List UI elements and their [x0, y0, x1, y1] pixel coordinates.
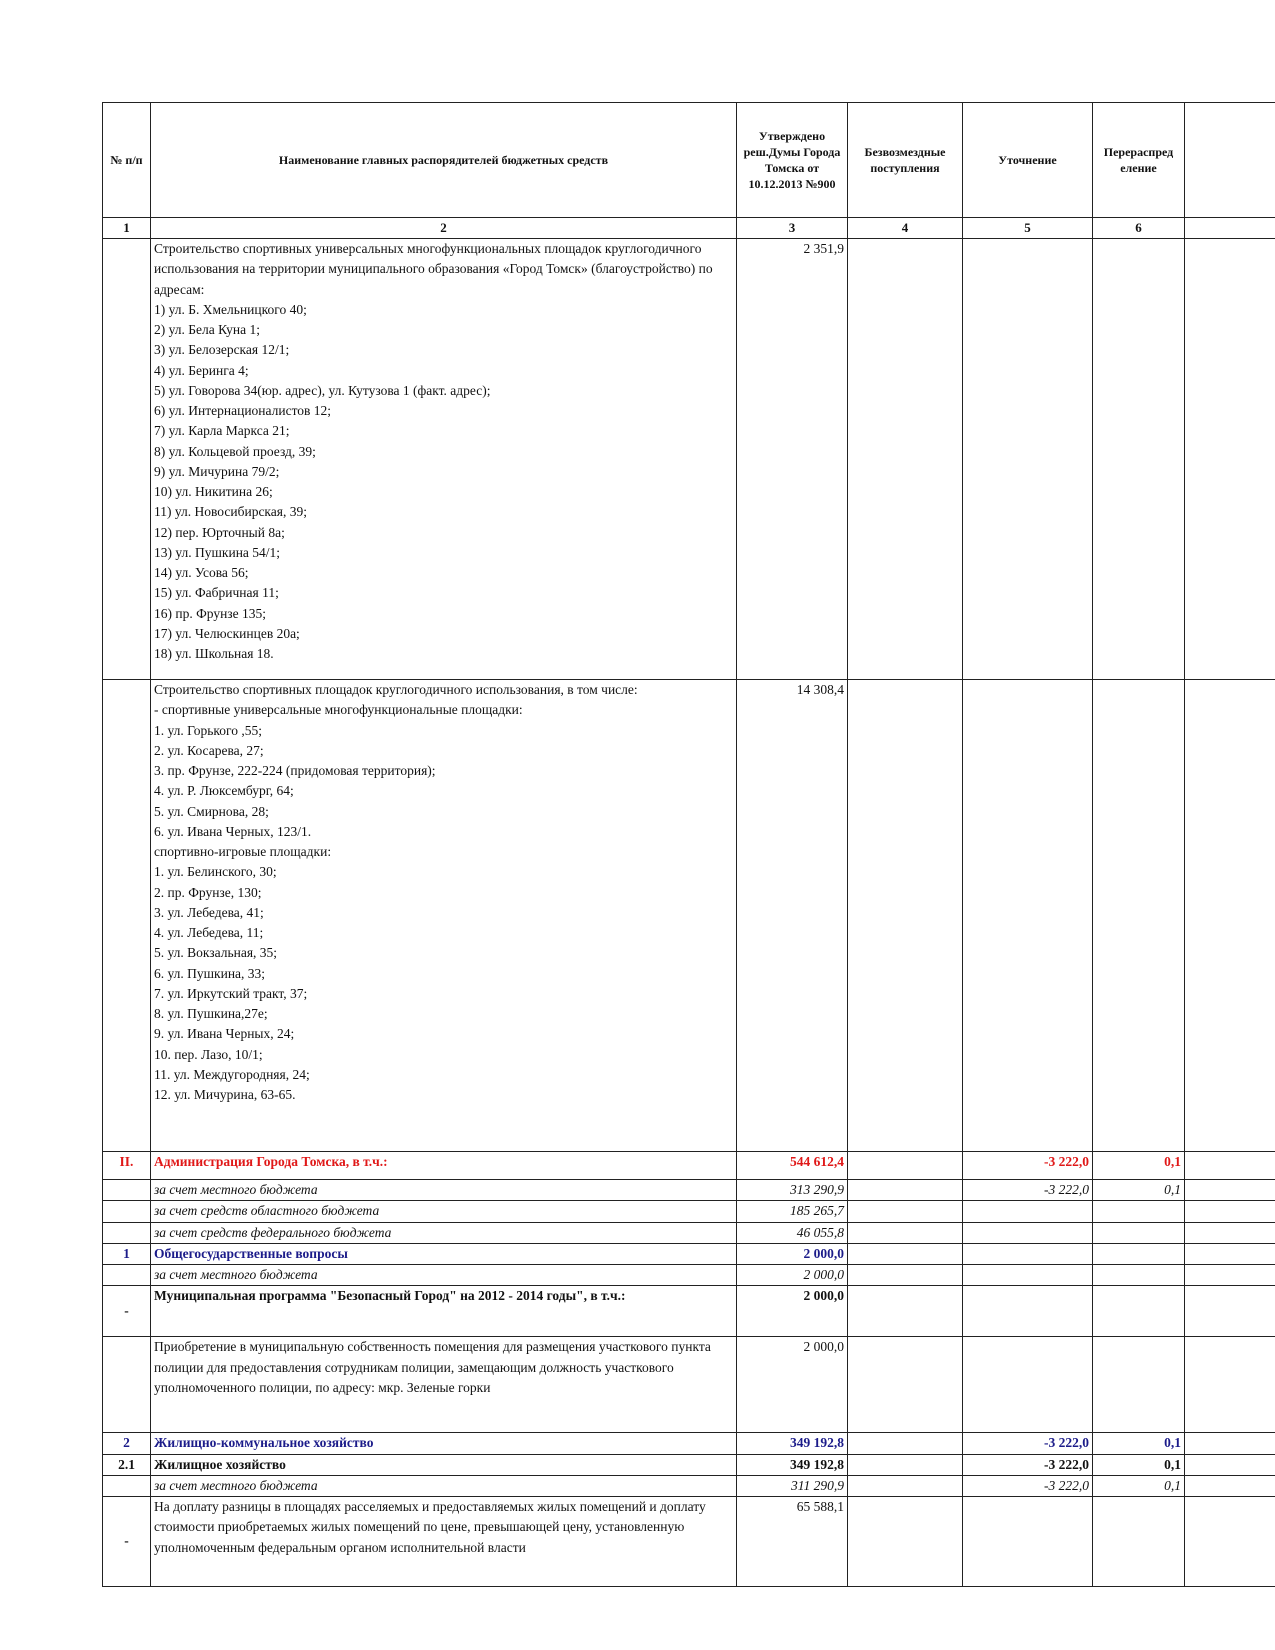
row-description: Муниципальная программа "Безопасный Город" на 2012 - 2014 годы", в т.ч.:: [151, 1286, 737, 1337]
header-row: [103, 103, 1275, 218]
row-approved: 313 290,9: [737, 1180, 848, 1201]
table-row: [103, 1180, 1275, 1201]
table-row-total: [103, 1152, 1275, 1180]
row-redistribution: [1093, 1265, 1185, 1286]
row-number: -: [103, 1286, 151, 1337]
row-cut-cell: [1185, 680, 1275, 1152]
row-number: 2.1: [103, 1454, 151, 1475]
table-row: [103, 1497, 1275, 1587]
row-cut-cell: [1185, 239, 1275, 680]
table-row: [103, 680, 1275, 1152]
row-clarification: -3 222,0: [963, 1152, 1093, 1180]
row-cut-cell: [1185, 1201, 1275, 1222]
row-approved: 349 192,8: [737, 1433, 848, 1454]
column-number: 6: [1093, 218, 1185, 239]
row-redistribution: [1093, 1497, 1185, 1587]
row-clarification: [963, 1222, 1093, 1243]
column-number: 3: [737, 218, 848, 239]
row-description: Приобретение в муниципальную собственность помещения для размещения участкового пункта полиции для предоставления сотрудникам полиции, замещающим должность участкового уполномоченного полиции, по адресу: мкр. Зеленые горки: [151, 1337, 737, 1433]
column-number-cut: [1185, 218, 1275, 239]
row-approved: 311 290,9: [737, 1475, 848, 1496]
row-redistribution: [1093, 1286, 1185, 1337]
row-description: Жилищное хозяйство: [151, 1454, 737, 1475]
row-description: На доплату разницы в площадях расселяемых и предоставляемых жилых помещений и доплату стоимости приобретаемых жилых помещений по цене, превышающей цену, установленную уполномоченным федеральным органом исполнительной власти: [151, 1497, 737, 1587]
header-cut-column: [1185, 103, 1275, 218]
header-grants: Безвозмездные поступления: [848, 103, 963, 218]
table-row-section: [103, 1433, 1275, 1454]
row-redistribution: 0,1: [1093, 1433, 1185, 1454]
row-number: [103, 1265, 151, 1286]
column-number: 4: [848, 218, 963, 239]
row-description: за счет средств федерального бюджета: [151, 1222, 737, 1243]
row-redistribution: 0,1: [1093, 1454, 1185, 1475]
header-name: Наименование главных распорядителей бюджетных средств: [151, 103, 737, 218]
row-cut-cell: [1185, 1265, 1275, 1286]
row-redistribution: [1093, 1337, 1185, 1433]
row-description: Администрация Города Томска, в т.ч.:: [151, 1152, 737, 1180]
row-clarification: [963, 1337, 1093, 1433]
row-number: [103, 1475, 151, 1496]
row-number: [103, 680, 151, 1152]
header-redistribution: Перераспред еление: [1093, 103, 1185, 218]
table-row: [103, 1201, 1275, 1222]
row-number: [103, 239, 151, 680]
row-description: Общегосударственные вопросы: [151, 1243, 737, 1264]
row-approved: 14 308,4: [737, 680, 848, 1152]
row-description: Жилищно-коммунальное хозяйство: [151, 1433, 737, 1454]
row-grants: [848, 1337, 963, 1433]
row-clarification: [963, 1265, 1093, 1286]
row-clarification: [963, 239, 1093, 680]
row-redistribution: [1093, 1243, 1185, 1264]
row-cut-cell: [1185, 1243, 1275, 1264]
row-number: [103, 1201, 151, 1222]
row-clarification: [963, 1243, 1093, 1264]
row-grants: [848, 1243, 963, 1264]
row-redistribution: 0,1: [1093, 1475, 1185, 1496]
row-redistribution: 0,1: [1093, 1180, 1185, 1201]
row-number: [103, 1222, 151, 1243]
row-grants: [848, 1152, 963, 1180]
header-approved: Утверждено реш.Думы Города Томска от 10.12.2013 №900: [737, 103, 848, 218]
row-description: за счет средств областного бюджета: [151, 1201, 737, 1222]
row-grants: [848, 1454, 963, 1475]
row-clarification: -3 222,0: [963, 1433, 1093, 1454]
row-grants: [848, 1201, 963, 1222]
row-description: за счет местного бюджета: [151, 1180, 737, 1201]
row-description: Строительство спортивных площадок круглогодичного использования, в том числе: - спортивные универсальные многофункциональные площадки: 1. ул. Горького ,55; 2. ул. Косарева, 27; 3. пр. Фрунзе, 222-224 (придомовая территория); 4. ул. Р. Люксембург, 64; 5. ул. Смирнова, 28; 6. ул. Ивана Черных, 123/1. спортивно-игровые площадки: 1. ул. Белинского, 30; 2. пр. Фрунзе, 130; 3. ул. Лебедева, 41; 4. ул. Лебедева, 11; 5. ул. Вокзальная, 35; 6. ул. Пушкина, 33; 7. ул. Иркутский тракт, 37; 8. ул. Пушкина,27е; 9. ул. Ивана Черных, 24; 10. пер. Лазо, 10/1; 11. ул. Междугородняя, 24; 12. ул. Мичурина, 63-65.: [151, 680, 737, 1152]
row-grants: [848, 1180, 963, 1201]
row-approved: 349 192,8: [737, 1454, 848, 1475]
row-description: за счет местного бюджета: [151, 1265, 737, 1286]
row-cut-cell: [1185, 1337, 1275, 1433]
row-clarification: [963, 680, 1093, 1152]
row-number: [103, 1337, 151, 1433]
row-redistribution: [1093, 1201, 1185, 1222]
row-description: за счет местного бюджета: [151, 1475, 737, 1496]
table-row-section: [103, 1243, 1275, 1264]
table-row: [103, 239, 1275, 680]
header-clarification: Уточнение: [963, 103, 1093, 218]
row-grants: [848, 1286, 963, 1337]
row-clarification: -3 222,0: [963, 1475, 1093, 1496]
row-redistribution: [1093, 680, 1185, 1152]
table-row: [103, 1265, 1275, 1286]
row-clarification: [963, 1201, 1093, 1222]
row-number: II.: [103, 1152, 151, 1180]
row-description: Строительство спортивных универсальных многофункциональных площадок круглогодичного использования на территории муниципального образования «Город Томск» (благоустройство) по адресам: 1) ул. Б. Хмельницкого 40; 2) ул. Бела Куна 1; 3) ул. Белозерская 12/1; 4) ул. Беринга 4; 5) ул. Говорова 34(юр. адрес), ул. Кутузова 1 (факт. адрес); 6) ул. Интернационалистов 12; 7) ул. Карла Маркса 21; 8) ул. Кольцевой проезд, 39; 9) ул. Мичурина 79/2; 10) ул. Никитина 26; 11) ул. Новосибирская, 39; 12) пер. Юрточный 8а; 13) ул. Пушкина 54/1; 14) ул. Усова 56; 15) ул. Фабричная 11; 16) пр. Фрунзе 135; 17) ул. Челюскинцев 20а; 18) ул. Школьная 18.: [151, 239, 737, 680]
column-number-row: [103, 218, 1275, 239]
row-grants: [848, 1265, 963, 1286]
row-approved: 544 612,4: [737, 1152, 848, 1180]
row-grants: [848, 1475, 963, 1496]
table-row: [103, 1475, 1275, 1496]
row-redistribution: [1093, 1222, 1185, 1243]
budget-table: [102, 102, 1275, 1587]
row-grants: [848, 239, 963, 680]
row-cut-cell: [1185, 1497, 1275, 1587]
row-grants: [848, 1497, 963, 1587]
row-approved: 46 055,8: [737, 1222, 848, 1243]
row-clarification: [963, 1286, 1093, 1337]
row-cut-cell: [1185, 1433, 1275, 1454]
table-row: [103, 1222, 1275, 1243]
table-row-program: [103, 1286, 1275, 1337]
row-number: 2: [103, 1433, 151, 1454]
row-number: 1: [103, 1243, 151, 1264]
header-no: № п/п: [103, 103, 151, 218]
row-approved: 65 588,1: [737, 1497, 848, 1587]
column-number: 1: [103, 218, 151, 239]
row-cut-cell: [1185, 1152, 1275, 1180]
row-approved: 2 000,0: [737, 1243, 848, 1264]
column-number: 5: [963, 218, 1093, 239]
row-clarification: -3 222,0: [963, 1454, 1093, 1475]
row-cut-cell: [1185, 1286, 1275, 1337]
table-row: [103, 1337, 1275, 1433]
row-redistribution: 0,1: [1093, 1152, 1185, 1180]
row-approved: 185 265,7: [737, 1201, 848, 1222]
row-number: [103, 1180, 151, 1201]
row-number: -: [103, 1497, 151, 1587]
row-cut-cell: [1185, 1222, 1275, 1243]
row-grants: [848, 680, 963, 1152]
row-approved: 2 351,9: [737, 239, 848, 680]
table-row-subsection: [103, 1454, 1275, 1475]
row-approved: 2 000,0: [737, 1337, 848, 1433]
row-approved: 2 000,0: [737, 1265, 848, 1286]
row-clarification: -3 222,0: [963, 1180, 1093, 1201]
row-cut-cell: [1185, 1180, 1275, 1201]
row-grants: [848, 1433, 963, 1454]
row-redistribution: [1093, 239, 1185, 680]
column-number: 2: [151, 218, 737, 239]
row-clarification: [963, 1497, 1093, 1587]
row-cut-cell: [1185, 1475, 1275, 1496]
row-cut-cell: [1185, 1454, 1275, 1475]
row-grants: [848, 1222, 963, 1243]
row-approved: 2 000,0: [737, 1286, 848, 1337]
